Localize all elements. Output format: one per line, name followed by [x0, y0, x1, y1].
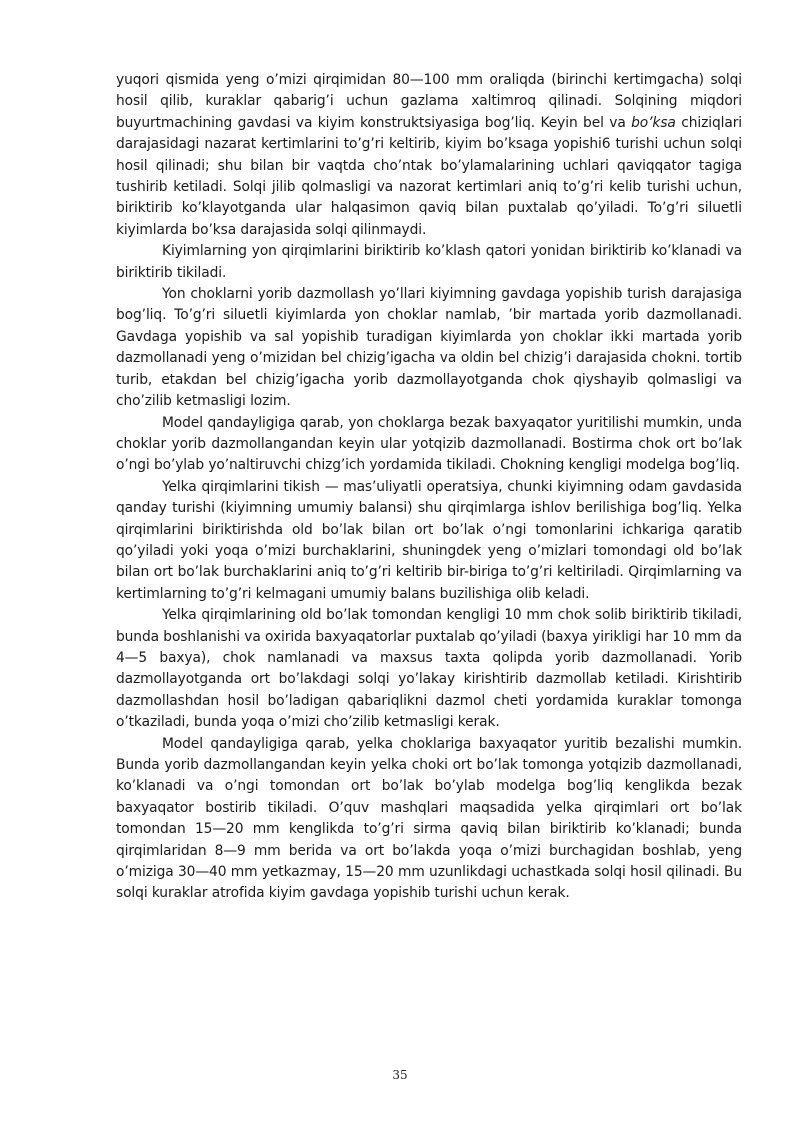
page-body — [116, 70, 742, 905]
paragraph-7: Model qandayligiga qarab, yelka choklariga baxyaqator yuritib bezalishi mumkin. Bunda yorib dazmollangandan keyin yelka choki ort bo’lak tomonga yotqizib dazmollanadi, ko’klanadi va o’ngi tomondan ort bo’lak bo’ylab modelga bog’liq kenglikda bezak baxyaqator bostirib tikiladi. O’quv mashqlari maqsadida yelka qirqimlari ort bo’lak tomondan 15—20 mm kenglikda to’g’ri sirma qaviq bilan biriktirib ko’klanadi; bunda qirqimlaridan 8—9 mm berida va ort bo’lakda yoqa o’mizi burchagidan boshlab, yeng o’miziga 30—40 mm yetkazmay, 15—20 mm uzunlikdagi uchastkada solqi hosil qilinadi. Bu solqi kuraklar atrofida kiyim gavdaga yopishib turishi uchun kerak. — [116, 735, 742, 902]
paragraph-1-italic-term: bo’ksa — [631, 114, 676, 131]
paragraph-6: Yelka qirqimlarining old bo’lak tomondan kengligi 10 mm chok solib biriktirib tikiladi, bunda boshlanishi va oxirida baxyaqatorlar puxtalab qo’yiladi (baxya yirikligi har 10 mm da 4—5 baxya), chok namlanadi va maxsus taxta qolipda yorib dazmollanadi. Yorib dazmollayotganda ort bo’lakdagi solqi yo’lakay kirishtirib dazmollab ketiladi. Kirishtirib dazmollashdan hosil bo’ladigan qabariqlikni dazmol cheti yordamida kuraklar tomonga o’tkaziladi, bunda yoqa o’mizi cho’zilib ketmasligi kerak. — [116, 607, 742, 731]
paragraph-1 — [116, 70, 742, 241]
paragraph-2: Kiyimlarning yon qirqimlarini biriktirib ko’klash qatori yonidan biriktirib ko’klanadi va biriktirib tikiladi. — [116, 243, 742, 281]
paragraph-1-text-a: yuqori qismida yeng o’mizi qirqimidan 80—100 mm oraliqda (birinchi kertimgacha) solqi hosil qilib, kuraklar qabarig’i uchun gazlama xaltimroq qilinadi. Solqining miqdori buyurtmachining gavdasi va kiyim konstruktsiyasiga bog’liq. Keyin bel va — [116, 72, 742, 131]
paragraph-3: Yon choklarni yorib dazmollash yo’llari kiyimning gavdaga yopishib turish darajasiga bog’liq. To’g’ri siluetli kiyimlarda yon choklar namlab, ’bir martada yorib dazmollanadi. Gavdaga yopishib va sal yopishib turadigan kiyimlarda yon choklar ikki martada yorib dazmollanadi yeng o’mizidan bel chizig’igacha va oldin bel chizig’i darajasida chokni. tortib turib, etakdan bel chizig’igacha yorib dazmollayotganda chok qiyshayib qolmasligi va cho’zilib ketmasligi lozim. — [116, 286, 742, 410]
page-number: 35 — [392, 1068, 408, 1082]
paragraph-4: Model qandayligiga qarab, yon choklarga bezak baxyaqator yuritilishi mumkin, unda choklar yorib dazmollangandan keyin ular yotqizib dazmollanadi. Bostirma chok ort bo’lak o’ngi bo’ylab yo’naltiruvchi chizg’ich yordamida tikiladi. Chokning kengligi modelga bog’liq. — [116, 414, 742, 474]
paragraph-1-text-b: chiziqlari darajasidagi nazarat kertimlarini to’g’ri keltirib, kiyim bo’ksaga yopishi6 turishi uchun solqi hosil qilinadi; shu bilan bir vaqtda cho’ntak bo’ylamalarining uchlari qaviqqator tagiga tushirib ketiladi. Solqi jilib qolmasligi va nazorat kertimlari aniq to’g’ri kelib turishi uchun, biriktirib ko’klayotganda ular halqasimon qaviq bilan puxtalab qo’yiladi. To’g’ri siluetli kiyimlarda bo’ksa darajasida solqi qilinmaydi. — [116, 114, 742, 238]
paragraph-5: Yelka qirqimlarini tikish — mas’uliyatli operatsiya, chunki kiyimning odam gavdasida qanday turishi (kiyimning umumiy balansi) shu qirqimlarga ishlov berilishiga bog’liq. Yelka qirqimlarini biriktirishda old bo’lak bilan ort bo’lak o’ngi tomonlarini ichkariga qaratib qo’yiladi yoki yoqa o’mizi burchaklarini, shuningdek yeng o’mizlari tomondagi old bo’lak bilan ort bo’lak burchaklarini aniq to’g’ri keltirib bir-biriga to’g’ri keltiriladi. Qirqimlarning va kertimlarning to’g’ri kelmagani umumiy balans buzilishiga olib keladi. — [116, 478, 742, 602]
